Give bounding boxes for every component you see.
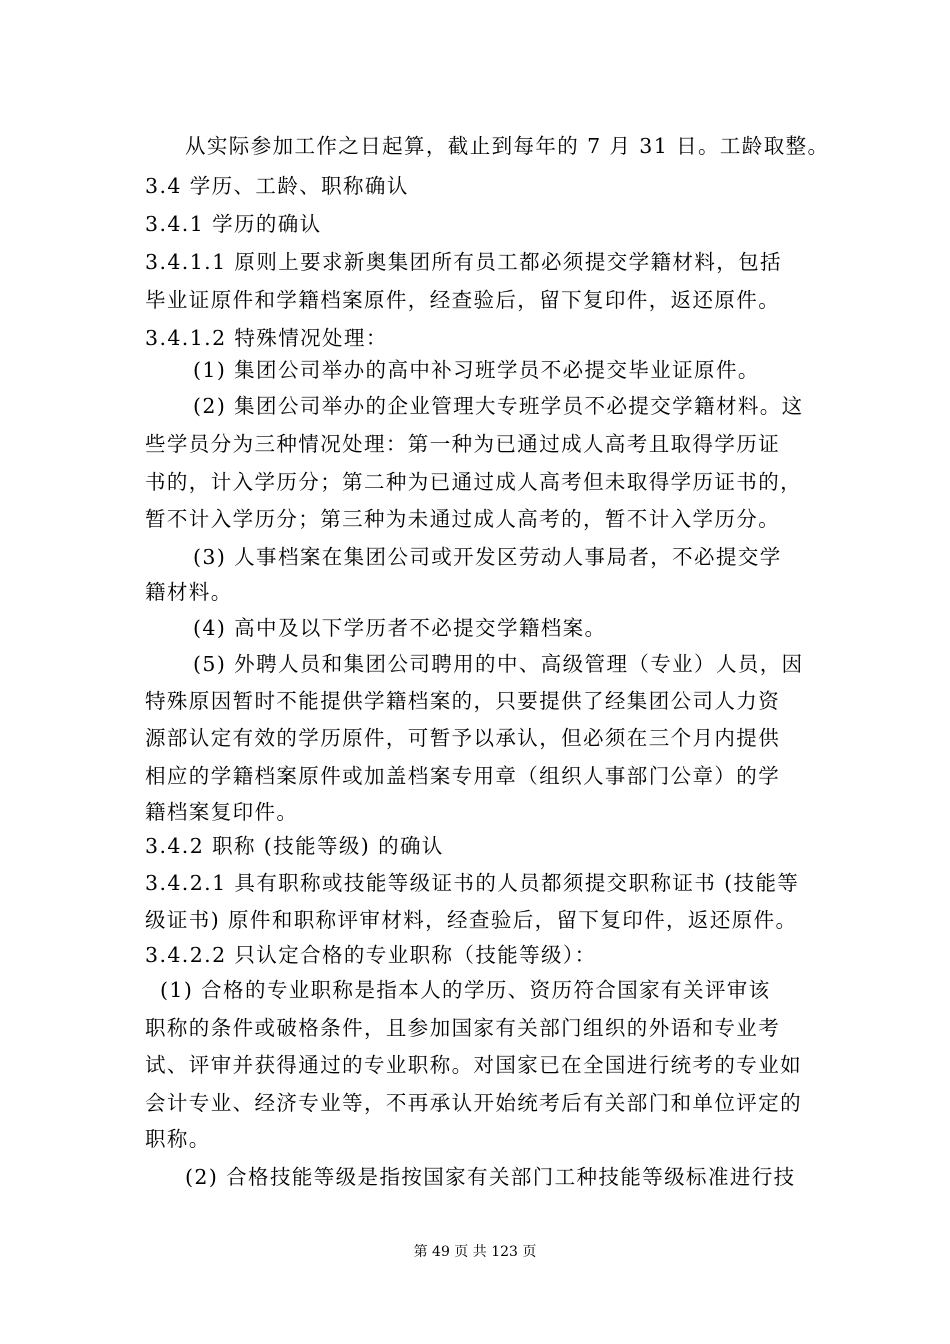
section-heading: 3.4.2 职称 (技能等级) 的确认 — [145, 834, 444, 858]
text-line: 职称的条件或破格条件，且参加国家有关部门组织的外语和专业考 — [145, 1016, 781, 1040]
text-line: 暂不计入学历分；第三种为未通过成人高考的，暂不计入学历分。 — [145, 507, 781, 531]
list-item: (5) 外聘人员和集团公司聘用的中、高级管理（专业）人员，因 — [193, 652, 804, 676]
text-line: 相应的学籍档案原件或加盖档案专用章（组织人事部门公章）的学 — [145, 764, 781, 788]
list-item: (4) 高中及以下学历者不必提交学籍档案。 — [193, 616, 607, 640]
section-heading: 3.4 学历、工龄、职称确认 — [145, 174, 409, 198]
text-line: 籍材料。 — [145, 580, 233, 604]
text-line: 级证书) 原件和职称评审材料，经查验后，留下复印件，返还原件。 — [145, 908, 798, 932]
list-item: (2) 集团公司举办的企业管理大专班学员不必提交学籍材料。这 — [193, 394, 804, 418]
text-line: 3.4.2.2 只认定合格的专业职称（技能等级）： — [145, 943, 597, 967]
text-line: 3.4.2.1 具有职称或技能等级证书的人员都须提交职称证书 (技能等 — [145, 871, 800, 895]
text-line: 源部认定有效的学历原件，可暂予以承认，但必须在三个月内提供 — [145, 726, 781, 750]
list-item: (3) 人事档案在集团公司或开发区劳动人事局者，不必提交学 — [193, 545, 782, 569]
text-line: 会计专业、经济专业等，不再承认开始统考后有关部门和单位评定的 — [145, 1091, 802, 1115]
text-line: 毕业证原件和学籍档案原件，经查验后，留下复印件，返还原件。 — [145, 288, 781, 312]
section-heading: 3.4.1 学历的确认 — [145, 212, 322, 236]
text-line: 试、评审并获得通过的专业职称。对国家已在全国进行统考的专业如 — [145, 1053, 802, 1077]
text-line: 籍档案复印件。 — [145, 800, 299, 824]
page-footer: 第 49 页 共 123 页 — [413, 1244, 537, 1260]
list-item: (1) 合格的专业职称是指本人的学历、资历符合国家有关评审该 — [160, 978, 771, 1002]
text-line: 职称。 — [145, 1127, 211, 1151]
text-line: 书的，计入学历分；第二种为已通过成人高考但未取得学历证书的， — [145, 470, 802, 494]
text-line: 3.4.1.2 特殊情况处理： — [145, 326, 388, 350]
text-line: 特殊原因暂时不能提供学籍档案的，只要提供了经集团公司人力资 — [145, 689, 781, 713]
text-line: 从实际参加工作之日起算，截止到每年的 7 月 31 日。工龄取整。 — [185, 134, 830, 158]
list-item: (1) 集团公司举办的高中补习班学员不必提交毕业证原件。 — [193, 358, 760, 382]
text-line: 些学员分为三种情况处理：第一种为已通过成人高考且取得学历证 — [145, 432, 781, 456]
list-item: (2) 合格技能等级是指按国家有关部门工种技能等级标准进行技 — [185, 1165, 796, 1189]
text-line: 3.4.1.1 原则上要求新奥集团所有员工都必须提交学籍材料，包括 — [145, 250, 782, 274]
